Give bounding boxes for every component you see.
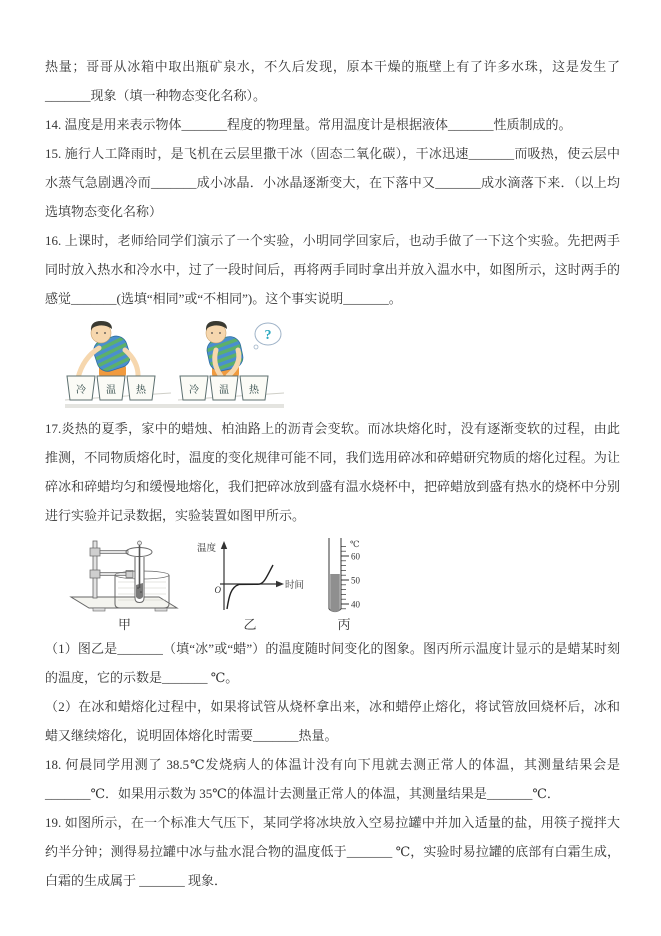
caption-jia: 甲 bbox=[117, 617, 131, 632]
figure-jia-apparatus bbox=[63, 538, 186, 632]
graph-origin-label: O bbox=[214, 585, 221, 595]
stand-base bbox=[71, 597, 177, 608]
basin-label-hot: 热 bbox=[136, 385, 146, 396]
question-15-text: 15. 施行人工降雨时，是飞机在云层里撒干冰（固态二氧化碳），干冰迅速_______而吸热，使云层中水蒸气急剧遇冷而_______成小冰晶．小冰晶逐渐变大，在下落中又_______成水滴落下来．（以上均选填物态变化名称） bbox=[45, 146, 620, 219]
caption-yi: 乙 bbox=[243, 617, 257, 632]
scene-both-hands-outer-basins bbox=[65, 321, 171, 400]
thermometer-diagram bbox=[314, 538, 374, 616]
apparatus-diagram bbox=[63, 538, 186, 616]
basin-label-warm: 温 bbox=[219, 385, 229, 396]
melting-curve bbox=[227, 565, 273, 609]
question-14-text: 14. 温度是用来表示物体_______程度的物理量。常用温度计是根据液体_______性质制成的。 bbox=[45, 117, 572, 132]
graph-x-label: 时间 bbox=[285, 581, 305, 591]
ground-shadow bbox=[65, 404, 284, 408]
figure-yi-graph bbox=[194, 538, 306, 632]
hands-experiment-illustration bbox=[63, 318, 288, 410]
graph-y-label: 温度 bbox=[197, 544, 217, 554]
figure-hands-experiment bbox=[63, 318, 288, 410]
x-axis-arrow bbox=[276, 581, 284, 587]
mercury-column bbox=[330, 574, 340, 612]
figure-melting-experiment bbox=[63, 538, 620, 632]
question-18-text: 18. 何晨同学用测了 38.5℃发烧病人的体温计没有向下甩就去测正常人的体温，其测量结果会是_______℃．如果用示数为 35℃的体温计去测量正常人的体温，其测量结果是_______℃． bbox=[45, 757, 620, 801]
question-17-text: 17.炎热的夏季，家中的蜡烛、柏油路上的沥青会变软。而冰块熔化时，没有逐渐变软的过程，由此推测，不同物质熔化时，温度的变化规律可能不同，我们选用碎冰和碎蜡研究物质的熔化过程。为让碎冰和碎蜡均匀和缓慢地熔化，我们把碎冰放到盛有温水烧杯中，把碎蜡放到盛有热水的烧杯中分别进行实验并记录数据，实验装置如图甲所示。 bbox=[45, 421, 620, 523]
caption-bing: 丙 bbox=[337, 617, 351, 632]
basin-label-cold: 冷 bbox=[189, 385, 199, 396]
tick-label-50: 50 bbox=[351, 575, 360, 586]
question-19-text: 19. 如图所示，在一个标准大气压下，某同学将冰块放入空易拉罐中并加入适量的盐，用筷子搅拌大约半分钟；测得易拉罐中冰与盐水混合物的温度低于_______ ℃，实验时易拉罐的底部有白霜生成，白霜的生成属于 _______ 现象． bbox=[45, 815, 620, 888]
question-mark-icon: ? bbox=[264, 328, 272, 343]
thermometer-unit-label: ℃ bbox=[350, 539, 360, 549]
question-17-sub1-text: （1）图乙是_______（填“冰”或“蜡”）的温度随时间变化的图象。图丙所示温度计显示的是蜡某时刻的温度，它的示数是_______ ℃。 bbox=[45, 641, 620, 685]
basin-label-hot: 热 bbox=[249, 385, 259, 396]
y-axis-arrow bbox=[221, 541, 227, 549]
tick-label-40: 40 bbox=[351, 599, 360, 610]
question-16-text: 16. 上课时，老师给同学们演示了一个实验，小明同学回家后，也动手做了一下这个实验。先把两手同时放入热水和冷水中，过了一段时间后，再将两手同时拿出并放入温水中，如图所示，这时两手的感觉_______(选填“相同”或“不相同”)。这个事实说明_______。 bbox=[45, 233, 620, 306]
figure-bing-thermometer bbox=[314, 538, 374, 632]
basin-label-cold: 冷 bbox=[76, 385, 86, 396]
question-17-sub2-text: （2）在冰和蜡熔化过程中，如果将试管从烧杯拿出来，冰和蜡停止熔化，将试管放回烧杯后，冰和蜡又继续熔化，说明固体熔化时需要_______热量。 bbox=[45, 699, 620, 743]
temperature-time-graph bbox=[194, 538, 306, 616]
scene-both-hands-middle-basin bbox=[178, 321, 284, 400]
basin-label-warm: 温 bbox=[106, 385, 116, 396]
tick-label-60: 60 bbox=[351, 551, 360, 562]
question-13-continuation-text: 热量；哥哥从冰箱中取出瓶矿泉水，不久后发现，原本干燥的瓶壁上有了许多水珠，这是发生了_______现象（填一种物态变化名称）。 bbox=[45, 59, 620, 103]
